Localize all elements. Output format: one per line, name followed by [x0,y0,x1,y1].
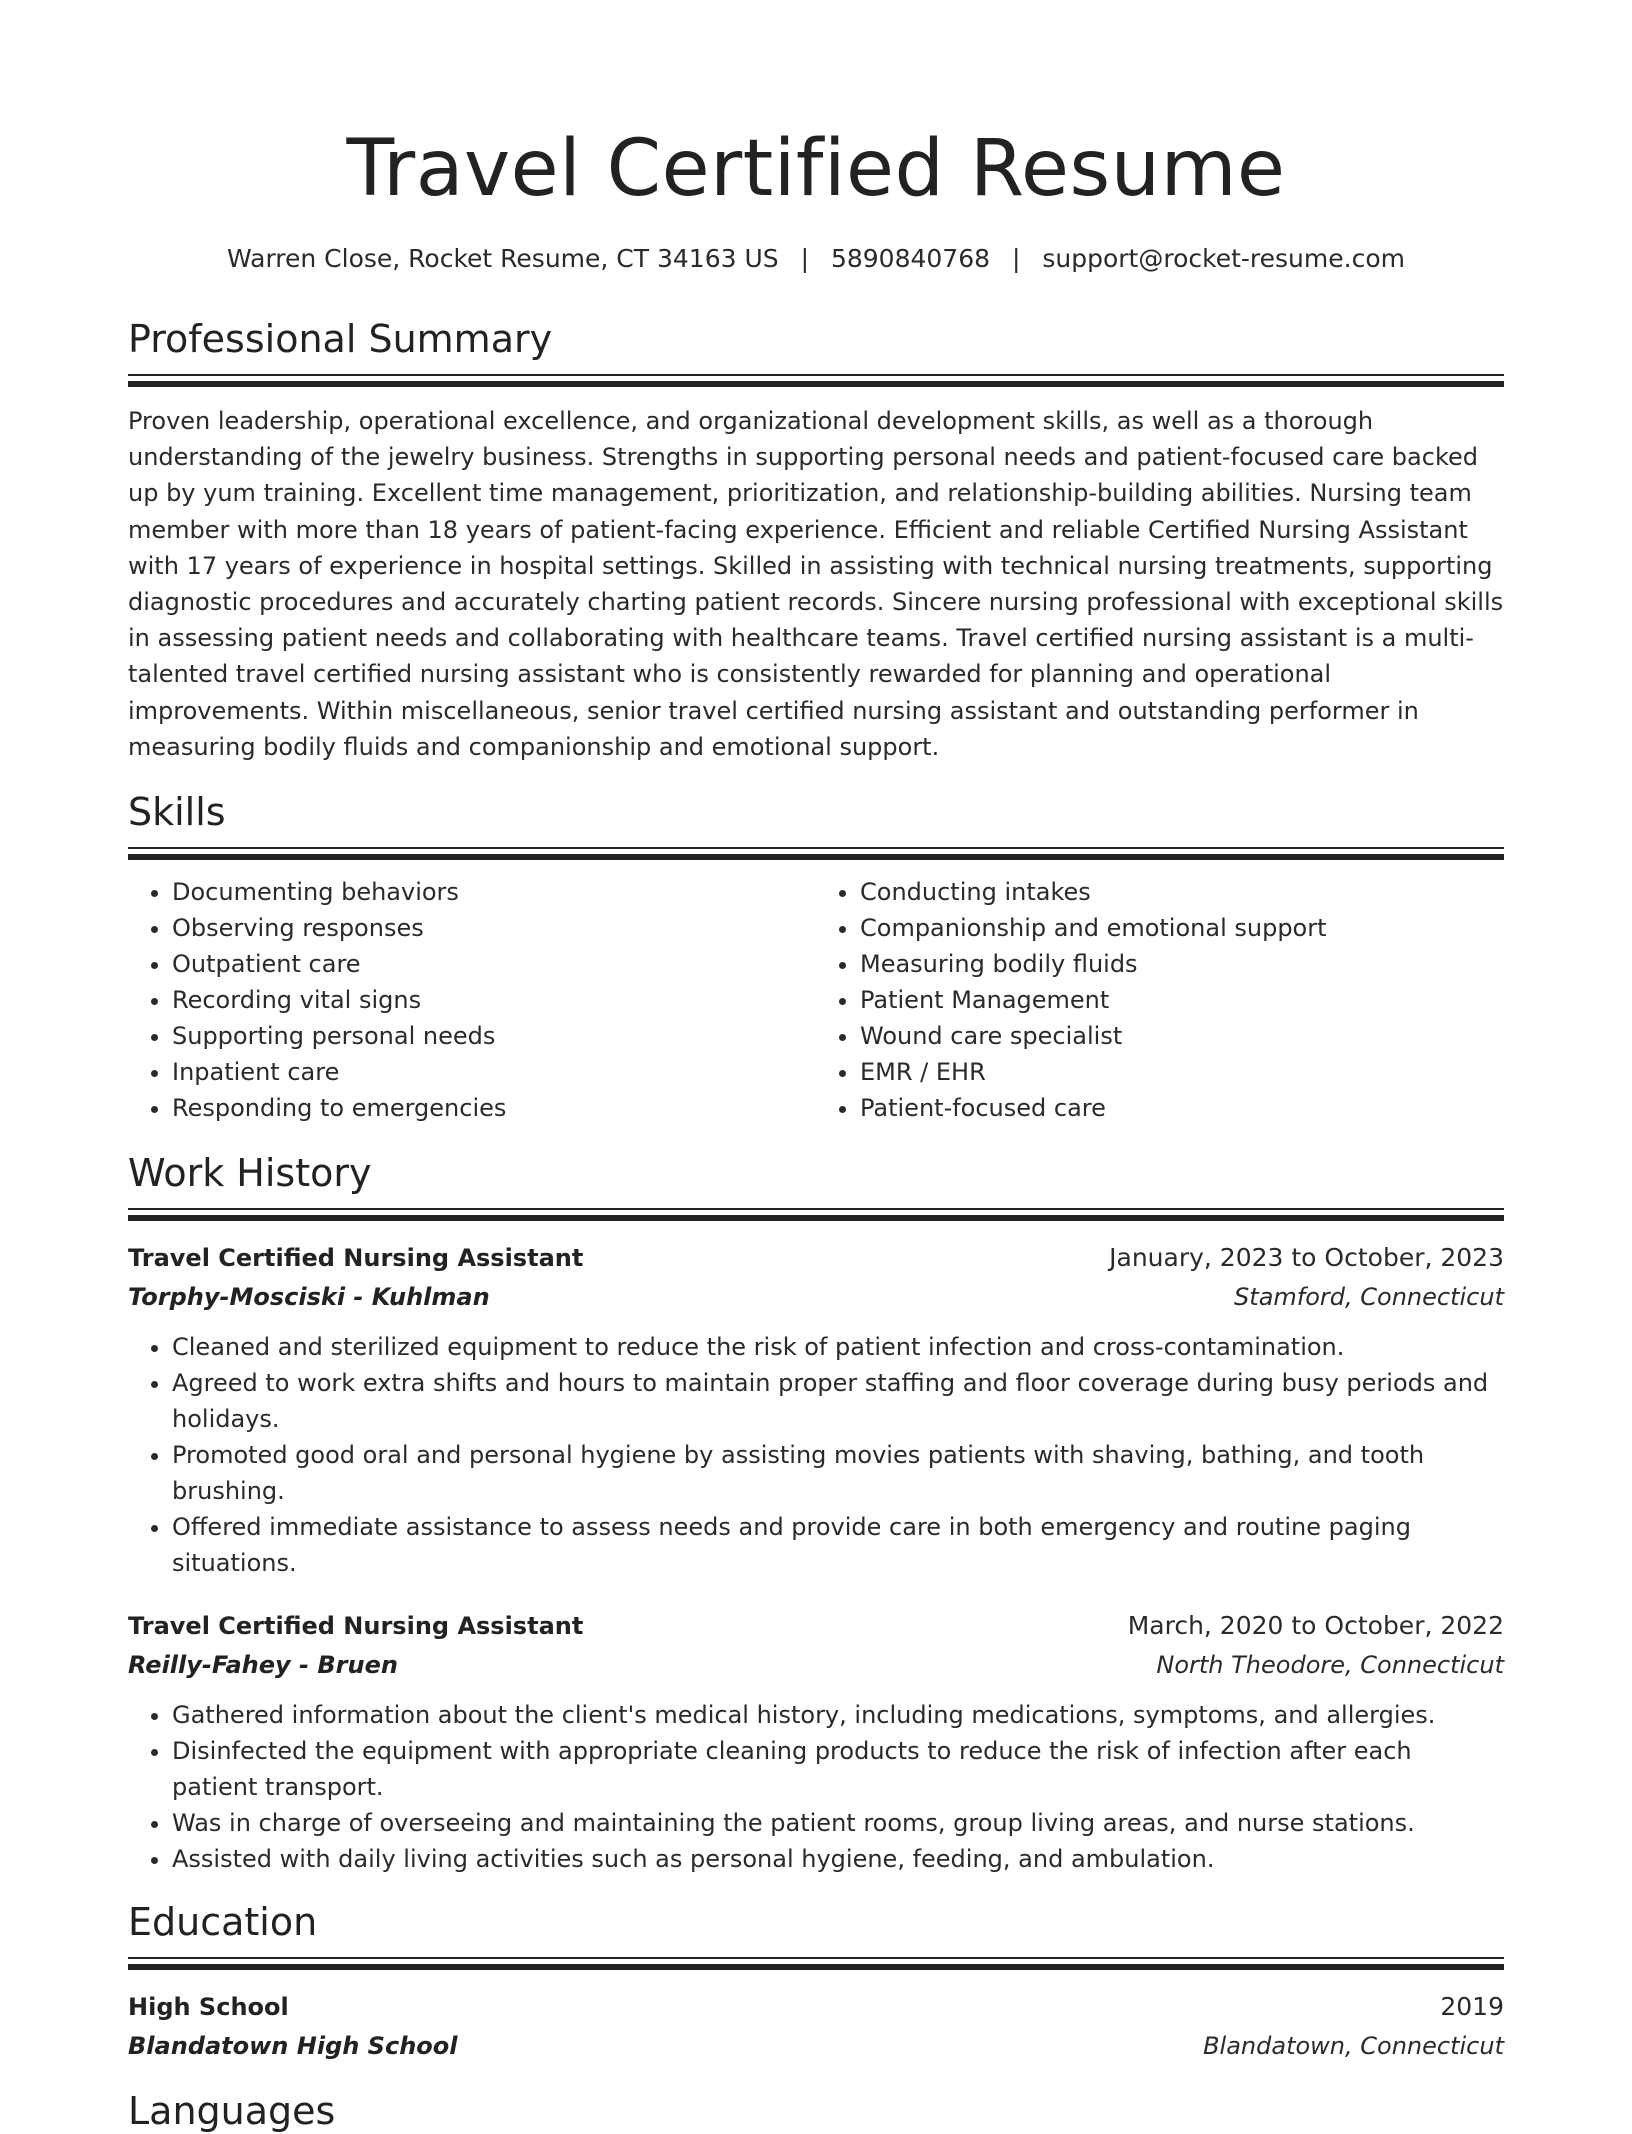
skills-columns [128,874,1504,1126]
job-dates: March, 2020 to October, 2022 [1127,1611,1504,1641]
job-duty: • Cleaned and sterilized equipment to reduce the risk of patient infection and cross-contamination. [172,1329,1504,1365]
skill-item: • Measuring bodily fluids [860,946,1504,982]
education-year: 2019 [1440,1992,1504,2022]
job-duties-list [128,1697,1504,1877]
languages-section [128,2088,1504,2134]
section-divider [128,1957,1504,1970]
skill-item: • Outpatient care [172,946,816,982]
education-header-row [128,1988,1504,2026]
job-duty: • Was in charge of overseeing and maintaining the patient rooms, group living areas, and nurse stations. [172,1805,1504,1841]
section-divider [128,847,1504,860]
section-heading-languages: Languages [128,2089,336,2134]
education-school: Blandatown High School [128,2032,458,2061]
skill-item: • Companionship and emotional support [860,910,1504,946]
skill-item: • Documenting behaviors [172,874,816,910]
education-section [128,1899,1504,2066]
job-duty: • Agreed to work extra shifts and hours to maintain proper staffing and floor coverage during busy periods and holidays. [172,1365,1504,1437]
section-heading-skills: Skills [128,790,226,835]
job-duty: • Offered immediate assistance to assess needs and provide care in both emergency and routine paging situations. [172,1509,1504,1581]
skill-item: • Patient-focused care [860,1090,1504,1126]
skill-item: • Inpatient care [172,1054,816,1090]
skills-section [128,789,1504,1126]
skill-item: • EMR / EHR [860,1054,1504,1090]
skill-item: • Conducting intakes [860,874,1504,910]
skill-item: • Wound care specialist [860,1018,1504,1054]
contact-separator: | [1011,244,1021,273]
contact-separator: | [800,244,810,273]
summary-paragraph: Proven leadership, operational excellence, and organizational development skills, as well as a thorough understanding of the jewelry business. Strengths in supporting personal needs and patient-focused care backed up by yum training. Excellent time management, prioritization, and relationship-building abilities. Nursing team member with more than 18 years of patient-facing experience. Efficient and reliable Certified Nursing Assistant with 17 years of experience in hospital settings. Skilled in assisting with technical nursing treatments, supporting diagnostic procedures and accurately charting patient records. Sincere nursing professional with exceptional skills in assessing patient needs and collaborating with healthcare teams. Travel certified nursing assistant is a multi-talented travel certified nursing assistant who is consistently rewarded for planning and operational improvements. Within miscellaneous, senior travel certified nursing assistant and outstanding performer in measuring bodily fluids and companionship and emotional support. [128,407,1504,761]
education-degree: High School [128,1993,289,2022]
education-entry [128,1988,1504,2066]
section-heading-summary: Professional Summary [128,317,553,361]
job-entry [128,1239,1504,1581]
job-title: Travel Certified Nursing Assistant [128,1612,584,1641]
job-title: Travel Certified Nursing Assistant [128,1244,584,1273]
skills-list-right [816,874,1504,1126]
job-header-row [128,1239,1504,1277]
section-heading-work-history: Work History [128,1151,372,1196]
job-duty: • Disinfected the equipment with appropriate cleaning products to reduce the risk of infection after each patient transport. [172,1733,1504,1805]
job-duties-list [128,1329,1504,1581]
job-dates: January, 2023 to October, 2023 [1109,1243,1504,1273]
contact-address: Warren Close, Rocket Resume, CT 34163 US [227,244,779,273]
job-header-row [128,1607,1504,1645]
job-company-row [128,1645,1504,1685]
job-location: Stamford, Connecticut [1234,1283,1504,1312]
contact-line [128,242,1504,276]
section-heading-education: Education [128,1900,318,1945]
contact-email: support@rocket-resume.com [1042,244,1405,273]
education-location: Blandatown, Connecticut [1203,2032,1504,2061]
contact-phone: 5890840768 [830,244,991,273]
skill-item: • Patient Management [860,982,1504,1018]
job-duty: • Assisted with daily living activities such as personal hygiene, feeding, and ambulation. [172,1841,1504,1877]
section-divider [128,374,1504,387]
skills-list-left [128,874,816,1126]
education-school-row [128,2026,1504,2066]
job-duty: • Promoted good oral and personal hygiene by assisting movies patients with shaving, bathing, and tooth brushing. [172,1437,1504,1509]
work-history-section [128,1150,1504,1877]
skill-item: • Observing responses [172,910,816,946]
job-company: Reilly-Fahey - Bruen [128,1651,398,1680]
section-divider [128,1208,1504,1221]
job-location: North Theodore, Connecticut [1156,1651,1504,1680]
skill-item: • Responding to emergencies [172,1090,816,1126]
job-company-row [128,1277,1504,1317]
job-entry [128,1607,1504,1877]
resume-title: Travel Certified Resume [346,124,1286,214]
skill-item: • Recording vital signs [172,982,816,1018]
job-duty: • Gathered information about the client's medical history, including medications, symptoms, and allergies. [172,1697,1504,1733]
job-company: Torphy-Mosciski - Kuhlman [128,1283,490,1312]
skill-item: • Supporting personal needs [172,1018,816,1054]
professional-summary-section [128,316,1504,765]
